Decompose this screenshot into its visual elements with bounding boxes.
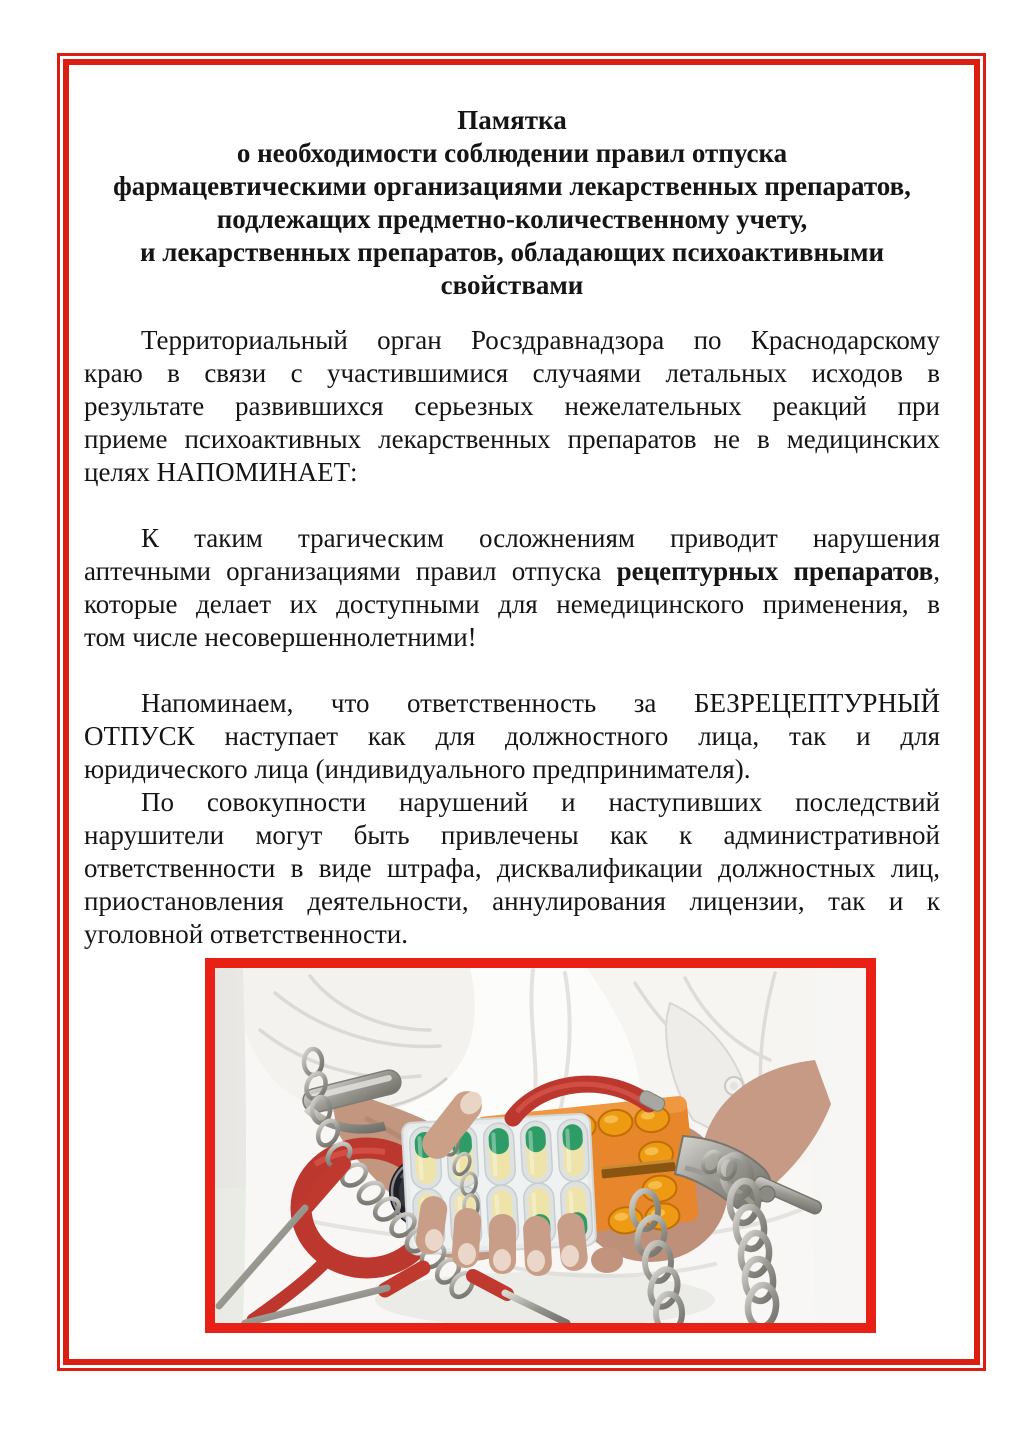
text-line: уголовной ответственности. xyxy=(84,919,408,949)
text-line: ОТПУСК наступает как для должностного лица, так и для xyxy=(84,721,940,751)
text-line: результате развившихся серьезных нежелательных реакций при xyxy=(84,391,940,421)
text-line: которые делает их доступными для немедицинского применения, в xyxy=(84,589,940,619)
text-line: том числе несовершеннолетними! xyxy=(84,622,477,652)
bold-text-segment: рецептурных препаратов xyxy=(616,556,934,586)
photo-handcuffed-hands-with-pills xyxy=(215,968,866,1323)
memo-content xyxy=(84,104,940,951)
text-line: приостановления деятельности, аннулирования лицензии, так и к xyxy=(84,886,940,916)
text-segment: , xyxy=(933,556,940,586)
paragraph-responsibility xyxy=(84,687,940,786)
text-line: К таким трагическим осложнениям приводит нарушения xyxy=(141,523,940,553)
text-line: По совокупности нарушений и наступивших последствий xyxy=(141,787,940,817)
text-line: подлежащих предметно-количественному учету, xyxy=(216,204,808,234)
text-line: ответственности в виде штрафа, дисквалификации должностных лиц, xyxy=(84,853,940,883)
text-line: Территориальный орган Росздравнадзора по Краснодарскому xyxy=(141,325,940,355)
paragraph-penalties xyxy=(84,786,940,951)
text-line: Напоминаем, что ответственность за БЕЗРЕЦЕПТУРНЫЙ xyxy=(141,688,940,718)
paragraph-intro xyxy=(84,324,940,489)
photo-figure xyxy=(205,958,876,1333)
text-line: и лекарственных препаратов, обладающих психоактивными xyxy=(139,237,885,267)
text-line: Памятка xyxy=(457,105,567,135)
paragraph-violations xyxy=(84,522,940,654)
memo-title xyxy=(84,104,940,302)
text-line: целях НАПОМИНАЕТ: xyxy=(84,457,358,487)
text-line: краю в связи с участившимися случаями летальных исходов в xyxy=(84,358,940,388)
text-segment: аптечными организациями правил отпуска xyxy=(84,556,617,586)
text-line: фармацевтическими организациями лекарственных препаратов, xyxy=(113,171,911,201)
text-line: нарушители могут быть привлечены как к административной xyxy=(84,820,940,850)
text-line: о необходимости соблюдении правил отпуска xyxy=(236,138,788,168)
text-line: приеме психоактивных лекарственных препаратов не в медицинских xyxy=(84,424,940,454)
text-line xyxy=(84,555,940,588)
text-line: юридического лица (индивидуального предпринимателя). xyxy=(84,754,751,784)
text-line: свойствами xyxy=(440,270,584,300)
